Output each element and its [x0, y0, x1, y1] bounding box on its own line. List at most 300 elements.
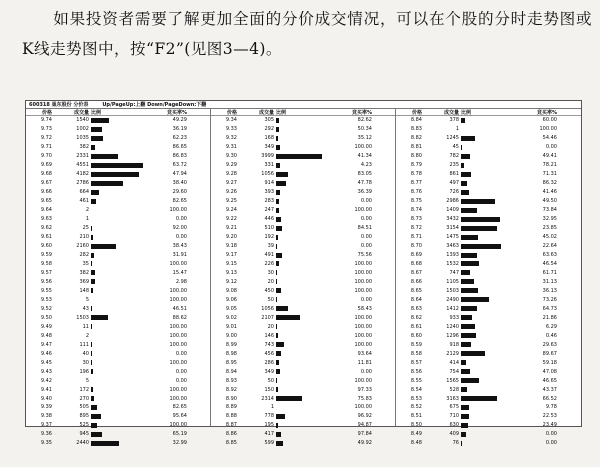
table-row [26, 412, 210, 421]
table-row [26, 313, 210, 322]
bid-rate-cell: 100.00 [169, 296, 187, 303]
volume-cell: 1245 [446, 135, 459, 142]
price-cell: 9.27 [225, 180, 237, 187]
volume-bar [276, 190, 280, 195]
table-row [396, 143, 581, 152]
table-row [396, 349, 581, 358]
ratio-cell [276, 253, 332, 258]
table-row [211, 439, 395, 448]
bid-rate-cell: 41.34 [357, 153, 372, 160]
ratio-cell [91, 244, 147, 249]
bid-rate-cell: 23.49 [542, 422, 557, 429]
ratio-cell [276, 396, 332, 401]
bid-rate-cell: 38.43 [172, 243, 187, 250]
column-header [26, 109, 210, 116]
bid-rate-cell: 62.23 [172, 135, 187, 142]
table-row [26, 439, 210, 448]
bid-rate-cell: 64.73 [542, 305, 557, 312]
price-cell: 8.88 [225, 413, 237, 420]
table-row [26, 161, 210, 170]
bid-rate-cell: 61.71 [542, 269, 557, 276]
volume-cell: 630 [449, 422, 459, 429]
volume-cell: 172 [79, 386, 89, 393]
table-row [211, 295, 395, 304]
price-cell: 8.60 [410, 332, 422, 339]
bid-rate-cell: 63.63 [542, 252, 557, 259]
ratio-cell [276, 315, 332, 320]
volume-cell: 726 [449, 189, 459, 196]
volume-cell: 5 [85, 296, 89, 303]
volume-bar [276, 342, 284, 347]
ratio-cell [91, 208, 147, 213]
volume-bar [461, 387, 467, 392]
ratio-cell [461, 208, 517, 213]
table-row [211, 349, 395, 358]
volume-cell: 20 [267, 323, 274, 330]
bid-rate-cell: 100.00 [354, 269, 372, 276]
header-bid-rate: 竞买率% [166, 109, 187, 116]
ratio-cell [276, 217, 332, 222]
price-cell: 9.45 [40, 359, 52, 366]
volume-cell: 2 [85, 207, 89, 214]
volume-bar [276, 181, 286, 186]
ratio-cell [276, 154, 332, 159]
volume-cell: 754 [449, 368, 459, 375]
price-cell: 9.73 [40, 126, 52, 133]
bid-rate-cell: 100.00 [169, 260, 187, 267]
table-row [396, 116, 581, 125]
volume-bar [276, 208, 279, 213]
ratio-cell [91, 226, 147, 231]
price-cell: 8.66 [410, 278, 422, 285]
volume-cell: 417 [264, 431, 274, 438]
ratio-cell [91, 315, 147, 320]
table-row [396, 331, 581, 340]
bid-rate-cell: 100.00 [169, 422, 187, 429]
table-row [211, 394, 395, 403]
volume-cell: 2 [85, 332, 89, 339]
table-row [26, 179, 210, 188]
table-row [26, 260, 210, 269]
bid-rate-cell: 49.41 [542, 153, 557, 160]
bid-rate-cell: 89.67 [542, 350, 557, 357]
table-row [211, 161, 395, 170]
ratio-cell [276, 279, 332, 284]
ratio-cell [276, 441, 332, 446]
table-row [26, 376, 210, 385]
ratio-cell [91, 423, 147, 428]
volume-cell: 286 [264, 359, 274, 366]
price-cell: 8.79 [410, 162, 422, 169]
bid-rate-cell: 0.00 [545, 144, 557, 151]
volume-cell: 1 [270, 404, 274, 411]
volume-cell: 918 [449, 341, 459, 348]
ratio-cell [276, 405, 332, 410]
ratio-cell [91, 297, 147, 302]
table-column [396, 109, 581, 447]
price-cell: 8.76 [410, 189, 422, 196]
bid-rate-cell: 96.92 [357, 413, 372, 420]
table-row [396, 403, 581, 412]
price-cell: 8.69 [410, 252, 422, 259]
table-row [211, 188, 395, 197]
table-row [396, 134, 581, 143]
table-row [211, 242, 395, 251]
price-cell: 9.18 [225, 243, 237, 250]
bid-rate-cell: 0.00 [360, 216, 372, 223]
bid-rate-cell: 46.51 [172, 305, 187, 312]
ratio-cell [91, 199, 147, 204]
volume-bar [276, 163, 280, 168]
table-row [26, 233, 210, 242]
price-cell: 8.94 [225, 368, 237, 375]
volume-cell: 192 [264, 234, 274, 241]
price-cell: 8.78 [410, 171, 422, 178]
header-ratio: 比例 [461, 109, 472, 116]
ratio-cell [91, 154, 147, 159]
bid-rate-cell: 9.78 [545, 404, 557, 411]
ratio-cell [91, 351, 147, 356]
ratio-cell [276, 235, 332, 240]
bid-rate-cell: 0.00 [360, 296, 372, 303]
volume-bar [276, 297, 277, 302]
bid-rate-cell: 59.18 [542, 359, 557, 366]
volume-cell: 491 [264, 252, 274, 259]
table-row [211, 367, 395, 376]
ratio-cell [461, 378, 517, 383]
ratio-cell [461, 226, 517, 231]
ratio-cell [461, 163, 517, 168]
volume-cell: 2160 [76, 243, 89, 250]
volume-cell: 861 [449, 171, 459, 178]
bid-rate-cell: 36.13 [542, 287, 557, 294]
table-row [211, 197, 395, 206]
volume-bar [461, 190, 469, 195]
price-cell: 9.62 [40, 225, 52, 232]
price-cell: 8.90 [225, 395, 237, 402]
ratio-cell [276, 190, 332, 195]
volume-bar [91, 387, 93, 392]
price-cell: 8.62 [410, 314, 422, 321]
price-cell: 8.58 [410, 350, 422, 357]
price-cell: 9.15 [225, 260, 237, 267]
bid-rate-cell: 92.00 [172, 225, 187, 232]
volume-cell: 710 [449, 413, 459, 420]
bid-rate-cell: 50.34 [357, 126, 372, 133]
bid-rate-cell: 2.98 [175, 278, 187, 285]
bid-rate-cell: 100.00 [354, 377, 372, 384]
volume-bar [276, 414, 285, 419]
ratio-cell [461, 288, 517, 293]
volume-cell: 195 [264, 422, 274, 429]
volume-bar [276, 172, 288, 177]
volume-cell: 1056 [261, 305, 274, 312]
ratio-cell [91, 378, 147, 383]
price-cell: 8.73 [410, 216, 422, 223]
volume-bar [276, 288, 281, 293]
table-row [26, 206, 210, 215]
ratio-cell [91, 181, 147, 186]
table-row [211, 179, 395, 188]
bid-rate-cell: 41.46 [542, 189, 557, 196]
bid-rate-cell: 21.86 [542, 314, 557, 321]
bid-rate-cell: 66.52 [542, 395, 557, 402]
volume-cell: 497 [449, 180, 459, 187]
table-row [396, 277, 581, 286]
volume-bar [91, 172, 139, 177]
table-row [211, 376, 395, 385]
bid-rate-cell: 0.00 [360, 198, 372, 205]
ratio-cell [461, 127, 517, 132]
volume-bar [91, 190, 99, 195]
volume-bar [91, 432, 102, 437]
ratio-cell [91, 396, 147, 401]
bid-rate-cell: 73.84 [542, 207, 557, 214]
volume-cell: 283 [264, 198, 274, 205]
table-row [211, 152, 395, 161]
volume-cell: 1565 [446, 377, 459, 384]
volume-bar [91, 253, 94, 258]
volume-cell: 446 [264, 216, 274, 223]
table-row [211, 421, 395, 430]
bid-rate-cell: 97.33 [357, 386, 372, 393]
volume-cell: 305 [264, 117, 274, 124]
header-price: 价格 [41, 109, 52, 116]
table-row [211, 358, 395, 367]
price-cell: 9.01 [225, 323, 237, 330]
ratio-cell [91, 441, 147, 446]
volume-bar [276, 217, 281, 222]
table-row [211, 224, 395, 233]
price-cell: 9.30 [225, 153, 237, 160]
price-cell: 8.51 [410, 413, 422, 420]
volume-bar [91, 118, 109, 123]
volume-bar [461, 118, 465, 123]
price-cell: 9.25 [225, 198, 237, 205]
volume-bar [276, 396, 302, 401]
bid-rate-cell: 47.94 [172, 171, 187, 178]
ratio-cell [276, 378, 332, 383]
header-volume: 成交量 [443, 109, 459, 116]
price-cell: 9.47 [40, 341, 52, 348]
volume-cell: 1296 [446, 332, 459, 339]
table-row [396, 421, 581, 430]
volume-cell: 3154 [446, 225, 459, 232]
table-row [211, 277, 395, 286]
ratio-cell [461, 342, 517, 347]
price-cell: 9.39 [40, 404, 52, 411]
volume-bar [91, 414, 101, 419]
table-row [396, 260, 581, 269]
volume-cell: 369 [79, 278, 89, 285]
bid-rate-cell: 83.05 [357, 171, 372, 178]
volume-bar [276, 235, 278, 240]
volume-bar [91, 199, 96, 204]
volume-bar [461, 181, 467, 186]
volume-bar [276, 369, 280, 374]
price-cell: 8.63 [410, 305, 422, 312]
volume-bar [91, 342, 92, 347]
table-row [26, 188, 210, 197]
price-cell: 9.68 [40, 171, 52, 178]
volume-bar [461, 208, 477, 213]
table-row [396, 385, 581, 394]
price-cell: 8.86 [225, 431, 237, 438]
ratio-cell [276, 333, 332, 338]
volume-cell: 456 [264, 350, 274, 357]
ratio-cell [91, 235, 147, 240]
volume-bar [461, 333, 476, 338]
bid-rate-cell: 47.78 [357, 180, 372, 187]
price-cell: 9.05 [225, 305, 237, 312]
price-cell: 9.29 [225, 162, 237, 169]
price-cell: 9.58 [40, 260, 52, 267]
price-cell: 9.08 [225, 287, 237, 294]
volume-bar [461, 441, 462, 446]
table-row [396, 251, 581, 260]
bid-rate-cell: 75.56 [357, 252, 372, 259]
bid-rate-cell: 100.00 [354, 341, 372, 348]
table-row [396, 439, 581, 448]
column-header [211, 109, 395, 116]
ratio-cell [91, 288, 147, 293]
price-cell: 9.42 [40, 377, 52, 384]
volume-bar [461, 145, 462, 150]
table-row [396, 367, 581, 376]
ratio-cell [461, 405, 517, 410]
bid-rate-cell: 0.00 [360, 368, 372, 375]
volume-cell: 235 [449, 162, 459, 169]
table-row [26, 215, 210, 224]
price-cell: 8.57 [410, 359, 422, 366]
bid-rate-cell: 22.53 [542, 413, 557, 420]
volume-cell: 282 [79, 252, 89, 259]
volume-cell: 3432 [446, 216, 459, 223]
volume-cell: 747 [449, 269, 459, 276]
volume-cell: 39 [267, 243, 274, 250]
volume-cell: 409 [449, 431, 459, 438]
ratio-cell [276, 136, 332, 141]
price-cell: 9.32 [225, 135, 237, 142]
bid-rate-cell: 100.00 [169, 395, 187, 402]
ratio-cell [276, 199, 332, 204]
ratio-cell [461, 261, 517, 266]
price-cell: 9.02 [225, 314, 237, 321]
volume-bar [91, 163, 143, 168]
bid-rate-cell: 35.12 [357, 135, 372, 142]
price-cell: 8.75 [410, 198, 422, 205]
price-cell: 9.57 [40, 269, 52, 276]
price-cell: 8.77 [410, 180, 422, 187]
volume-cell: 50 [267, 296, 274, 303]
table-column [26, 109, 211, 447]
ratio-cell [91, 405, 147, 410]
volume-cell: 168 [264, 135, 274, 142]
bid-rate-cell: 95.64 [172, 413, 187, 420]
volume-cell: 382 [79, 144, 89, 151]
volume-cell: 30 [82, 359, 89, 366]
volume-bar [91, 154, 118, 159]
volume-cell: 349 [264, 368, 274, 375]
price-cell: 8.68 [410, 260, 422, 267]
table-row [211, 430, 395, 439]
volume-cell: 675 [449, 404, 459, 411]
volume-bar [461, 324, 475, 329]
ratio-cell [461, 235, 517, 240]
volume-cell: 1 [85, 216, 89, 223]
table-row [396, 197, 581, 206]
bid-rate-cell: 71.31 [542, 171, 557, 178]
ratio-cell [461, 297, 517, 302]
table-row [211, 134, 395, 143]
volume-bar [461, 226, 497, 231]
ratio-cell [461, 253, 517, 258]
table-row [211, 233, 395, 242]
bid-rate-cell: 73.26 [542, 296, 557, 303]
volume-cell: 914 [264, 180, 274, 187]
volume-bar [276, 315, 300, 320]
ratio-cell [461, 181, 517, 186]
bid-rate-cell: 88.62 [172, 314, 187, 321]
bid-rate-cell: 54.46 [542, 135, 557, 142]
volume-cell: 2331 [76, 153, 89, 160]
price-cell: 9.46 [40, 350, 52, 357]
ratio-cell [461, 441, 517, 446]
table-row [396, 215, 581, 224]
bid-rate-cell: 49.29 [172, 117, 187, 124]
table-row [26, 394, 210, 403]
bid-rate-cell: 100.00 [169, 287, 187, 294]
table-row [211, 170, 395, 179]
volume-bar [91, 369, 93, 374]
ratio-cell [461, 333, 517, 338]
price-cell: 8.52 [410, 404, 422, 411]
bid-rate-cell: 100.00 [169, 207, 187, 214]
ratio-cell [461, 145, 517, 150]
volume-bar [461, 288, 478, 293]
volume-cell: 1056 [261, 171, 274, 178]
volume-bar [91, 315, 108, 320]
volume-cell: 1 [455, 126, 459, 133]
volume-cell: 30 [267, 269, 274, 276]
bid-rate-cell: 0.00 [175, 377, 187, 384]
bid-rate-cell: 43.37 [542, 386, 557, 393]
header-ratio: 比例 [276, 109, 287, 116]
header-ratio: 比例 [91, 109, 102, 116]
price-cell: 8.95 [225, 359, 237, 366]
volume-cell: 270 [79, 395, 89, 402]
bid-rate-cell: 22.64 [542, 243, 557, 250]
volume-cell: 1412 [446, 305, 459, 312]
volume-cell: 945 [79, 431, 89, 438]
bid-rate-cell: 100.00 [169, 341, 187, 348]
ratio-cell [276, 208, 332, 213]
table-row [26, 242, 210, 251]
table-row [396, 322, 581, 331]
ratio-cell [91, 270, 147, 275]
ratio-cell [461, 118, 517, 123]
ratio-cell [461, 270, 517, 275]
ratio-cell [276, 244, 332, 249]
bid-rate-cell: 29.60 [172, 189, 187, 196]
table-columns [26, 109, 581, 447]
ratio-cell [91, 342, 147, 347]
bid-rate-cell: 75.83 [357, 395, 372, 402]
volume-bar [461, 261, 479, 266]
price-cell: 8.98 [225, 350, 237, 357]
price-cell: 8.71 [410, 234, 422, 241]
ratio-cell [91, 145, 147, 150]
